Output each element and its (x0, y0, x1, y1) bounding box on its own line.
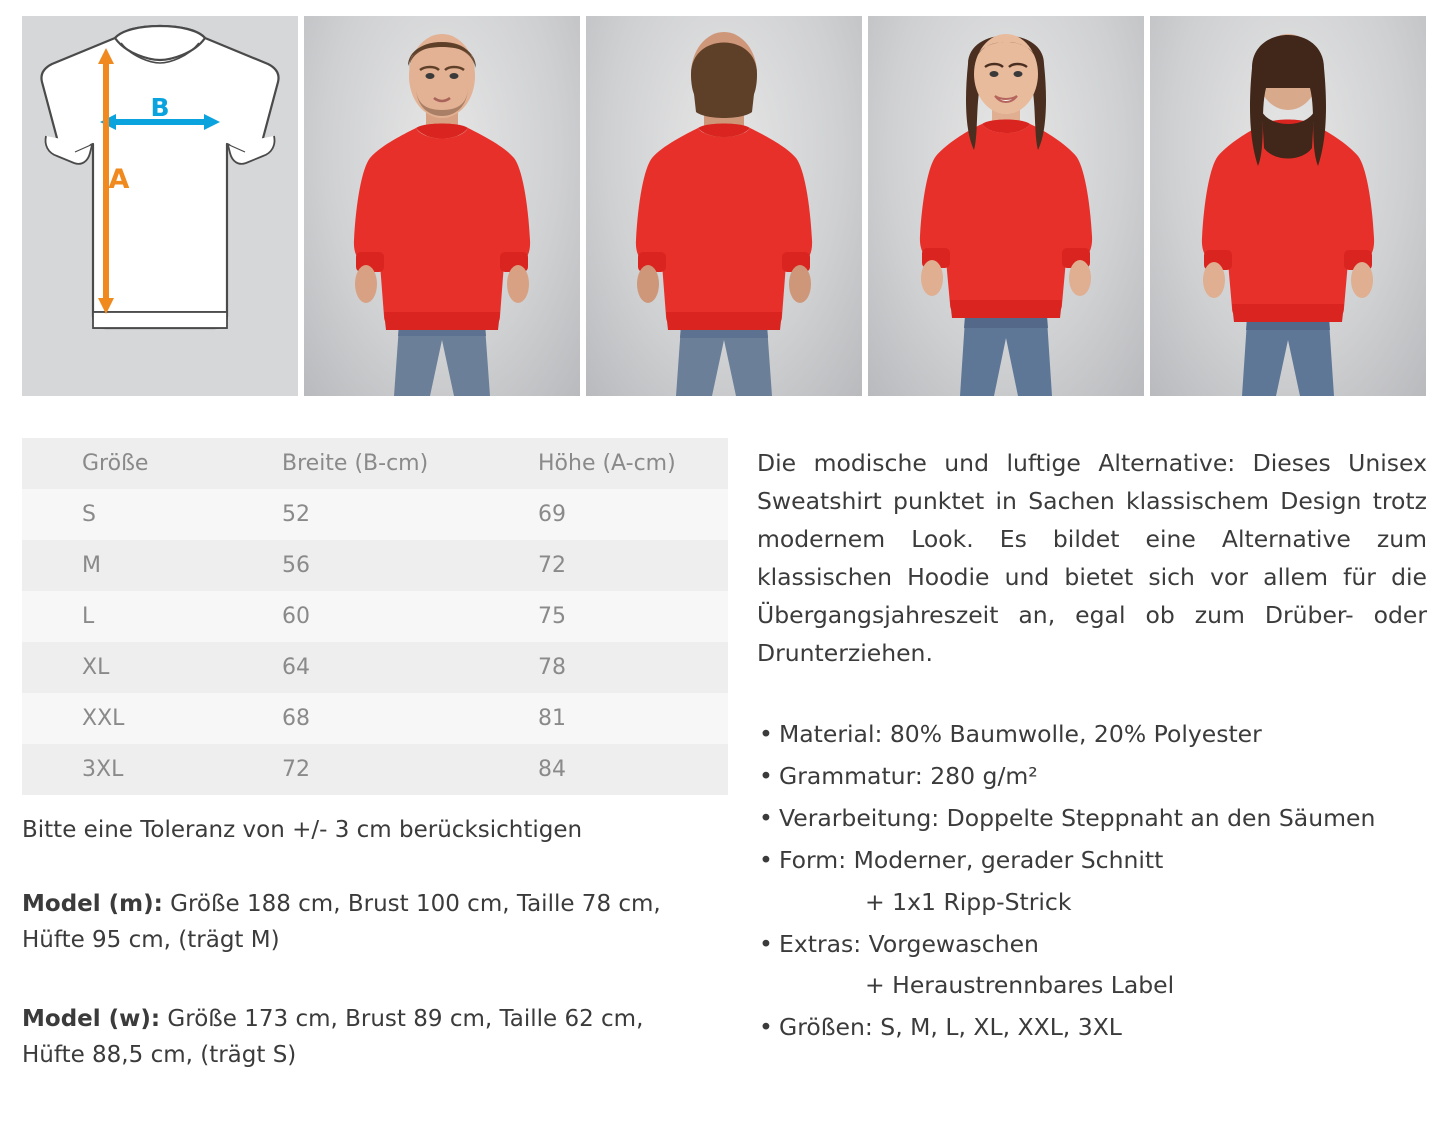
table-row (22, 693, 728, 744)
male-front-figure (304, 16, 580, 396)
column-header-height: Höhe (A-cm) (538, 451, 676, 476)
svg-text:A: A (108, 164, 130, 195)
male-back-figure (586, 16, 862, 396)
column-header-width: Breite (B-cm) (282, 451, 429, 476)
table-row (22, 591, 728, 642)
cell-height: 72 (538, 553, 566, 578)
female-back-figure (1150, 16, 1426, 396)
list-item: • Form: Moderner, gerader Schnitt (757, 840, 1427, 882)
cell-width: 56 (282, 553, 310, 578)
list-item: • Größen: S, M, L, XL, XXL, 3XL (757, 1007, 1427, 1049)
cell-width: 52 (282, 502, 310, 527)
svg-text:B: B (150, 93, 170, 122)
table-header-row (22, 438, 728, 489)
model-female-front (868, 16, 1144, 396)
model-female-line2: Hüfte 88,5 cm, (trägt S) (22, 1041, 297, 1068)
list-item: • Extras: Vorgewaschen (757, 924, 1427, 966)
model-female-measurements (22, 1002, 728, 1073)
product-description-column (757, 444, 1427, 1049)
list-item-sub: + Heraustrennbares Label (865, 971, 1175, 1000)
size-chart-table (22, 438, 728, 795)
cell-height: 84 (538, 757, 566, 782)
cell-height: 81 (538, 706, 566, 731)
tolerance-note: Bitte eine Toleranz von +/- 3 cm berücksichtigen (22, 817, 583, 843)
table-row (22, 642, 728, 693)
sweatshirt-schematic-svg (22, 16, 298, 396)
model-male-label: Model (m): (22, 891, 163, 917)
table-row (22, 540, 728, 591)
cell-width: 72 (282, 757, 310, 782)
cell-height: 69 (538, 502, 566, 527)
table-row (22, 744, 728, 795)
product-description: Die modische und luftige Alternative: Dieses Unisex Sweatshirt punktet in Sachen klassischem Design trotz modernem Look. Es bildet eine Alternative zum klassischen Hoodie und bietet sich vor allem für die Übergangsjahreszeit an, egal ob zum Drüber- oder Drunterziehen. (757, 449, 1427, 668)
model-female-label: Model (w): (22, 1006, 161, 1033)
schematic-measurement-diagram (22, 16, 298, 396)
model-female-back (1150, 16, 1426, 396)
product-specs-list (757, 714, 1427, 1049)
list-item: • Verarbeitung: Doppelte Steppnaht an den Säumen (757, 798, 1427, 840)
model-male-line1: Größe 188 cm, Brust 100 cm, Taille 78 cm, (162, 891, 661, 917)
size-information-column (22, 438, 728, 1074)
cell-width: 60 (282, 604, 310, 629)
product-details (0, 404, 1445, 1144)
cell-size: S (82, 502, 96, 527)
model-female-line1: Größe 173 cm, Brust 89 cm, Taille 62 cm, (160, 1006, 644, 1033)
product-image-gallery (22, 16, 1427, 396)
list-item: • Material: 80% Baumwolle, 20% Polyester (757, 714, 1427, 756)
cell-width: 68 (282, 706, 310, 731)
cell-width: 64 (282, 655, 310, 680)
list-item: • Grammatur: 280 g/m² (757, 756, 1427, 798)
cell-height: 78 (538, 655, 566, 680)
cell-height: 75 (538, 604, 566, 629)
female-front-figure (868, 16, 1144, 396)
cell-size: XXL (82, 706, 125, 731)
list-item-sub: + 1x1 Ripp-Strick (865, 887, 1072, 916)
cell-size: 3XL (82, 757, 124, 782)
model-male-front (304, 16, 580, 396)
model-male-back (586, 16, 862, 396)
column-header-size: Größe (82, 451, 149, 476)
table-row (22, 489, 728, 540)
model-male-measurements (22, 887, 728, 958)
cell-size: L (82, 604, 95, 629)
cell-size: M (82, 553, 101, 578)
model-male-line2: Hüfte 95 cm, (trägt M) (22, 926, 280, 953)
cell-size: XL (82, 655, 110, 680)
